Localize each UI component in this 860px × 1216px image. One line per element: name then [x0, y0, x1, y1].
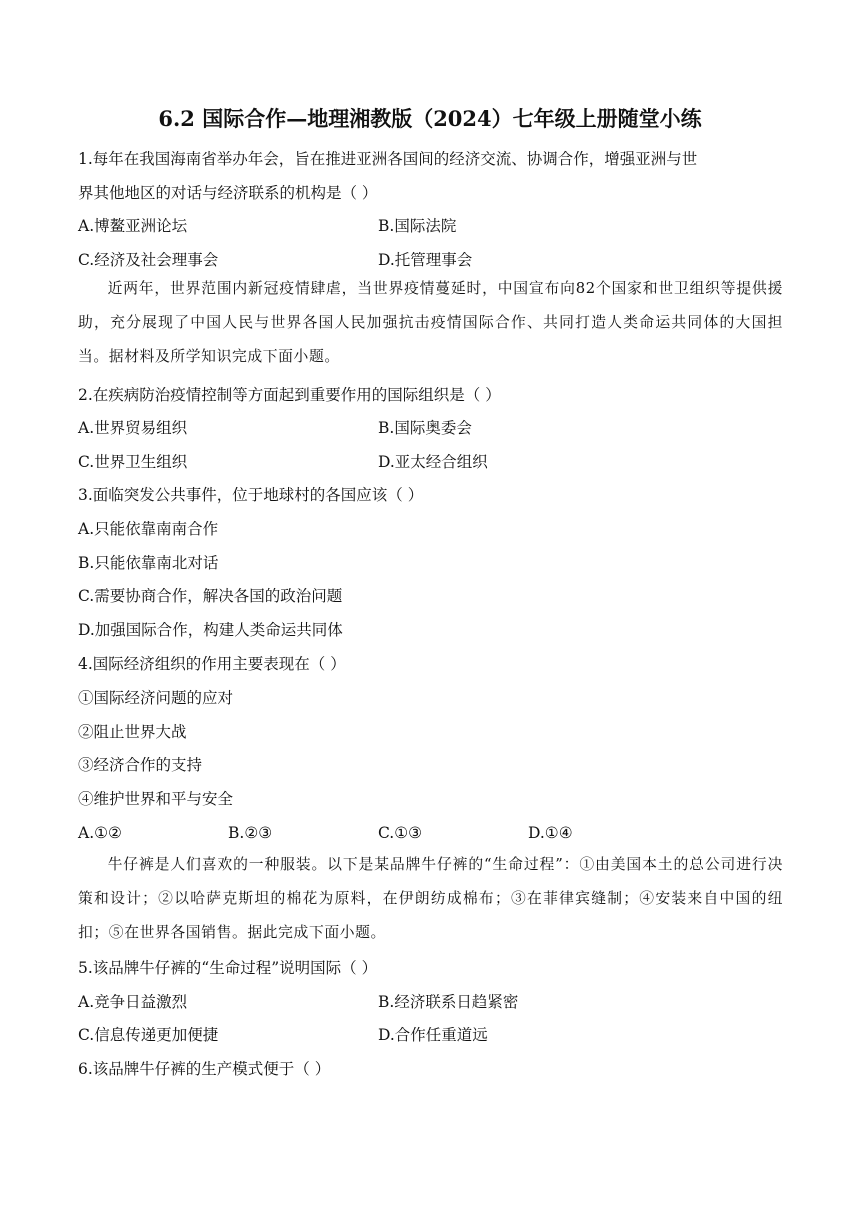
q4-stem: 4.国际经济组织的作用主要表现在（ ） [78, 655, 346, 673]
q3-option-c: C.需要协商合作，解决各国的政治问题 [78, 587, 343, 605]
page-title: 6.2 国际合作—地理湘教版（2024）七年级上册随堂小练 [158, 106, 702, 131]
q2-option-a: A.世界贸易组织 [78, 419, 188, 437]
q4-option-d: D.①④ [528, 824, 573, 842]
material-paragraph-2: 牛仔裤是人们喜欢的一种服装。以下是某品牌牛仔裤的“生命过程”：①由美国本土的总公司进行决策和设计；②以哈萨克斯坦的棉花为原料，在伊朗纺成棉布；③在菲律宾缝制；④安装来自中国的纽扣；⑤在世界各国销售。据此完成下面小题。 [78, 856, 783, 941]
q2-option-b: B.国际奥委会 [378, 419, 472, 437]
q2-option-d: D.亚太经合组织 [378, 453, 488, 471]
q1-stem-line2: 界其他地区的对话与经济联系的机构是（ ） [78, 184, 378, 202]
q4-option-b: B.②③ [228, 824, 273, 842]
material-paragraph-1: 近两年，世界范围内新冠疫情肆虐，当世界疫情蔓延时，中国宣布向82个国家和世卫组织等提供援助，充分展现了中国人民与世界各国人民加强抗击疫情国际合作、共同打造人类命运共同体的大国担当。据材料及所学知识完成下面小题。 [78, 280, 783, 365]
q3-stem: 3.面临突发公共事件，位于地球村的各国应该（ ） [78, 486, 424, 504]
q1-option-b: B.国际法院 [378, 217, 457, 235]
q2-stem: 2.在疾病防治疫情控制等方面起到重要作用的国际组织是（ ） [78, 386, 501, 404]
q3-option-d: D.加强国际合作，构建人类命运共同体 [78, 621, 343, 639]
q5-option-a: A.竞争日益激烈 [78, 993, 188, 1011]
q4-statement-3: ③经济合作的支持 [78, 756, 203, 774]
q4-option-a: A.①② [78, 824, 122, 842]
q5-stem: 5.该品牌牛仔裤的“生命过程”说明国际（ ） [78, 959, 378, 977]
q1-option-d: D.托管理事会 [378, 251, 473, 269]
q4-statement-1: ①国际经济问题的应对 [78, 689, 234, 707]
q2-option-c: C.世界卫生组织 [78, 453, 188, 471]
q1-option-c: C.经济及社会理事会 [78, 251, 219, 269]
q5-option-c: C.信息传递更加便捷 [78, 1026, 219, 1044]
q4-statement-2: ②阻止世界大战 [78, 723, 187, 741]
q3-option-a: A.只能依靠南南合作 [78, 520, 219, 538]
q6-stem: 6.该品牌牛仔裤的生产模式便于（ ） [78, 1060, 331, 1078]
q4-option-c: C.①③ [378, 824, 423, 842]
q3-option-b: B.只能依靠南北对话 [78, 554, 219, 572]
q1-stem-line1: 1.每年在我国海南省举办年会，旨在推进亚洲各国间的经济交流、协调合作，增强亚洲与世 [78, 150, 698, 168]
q5-option-b: B.经济联系日趋紧密 [378, 993, 519, 1011]
q4-statement-4: ④维护世界和平与安全 [78, 790, 234, 808]
q1-option-a: A.博鳌亚洲论坛 [78, 217, 188, 235]
q5-option-d: D.合作任重道远 [378, 1026, 488, 1044]
